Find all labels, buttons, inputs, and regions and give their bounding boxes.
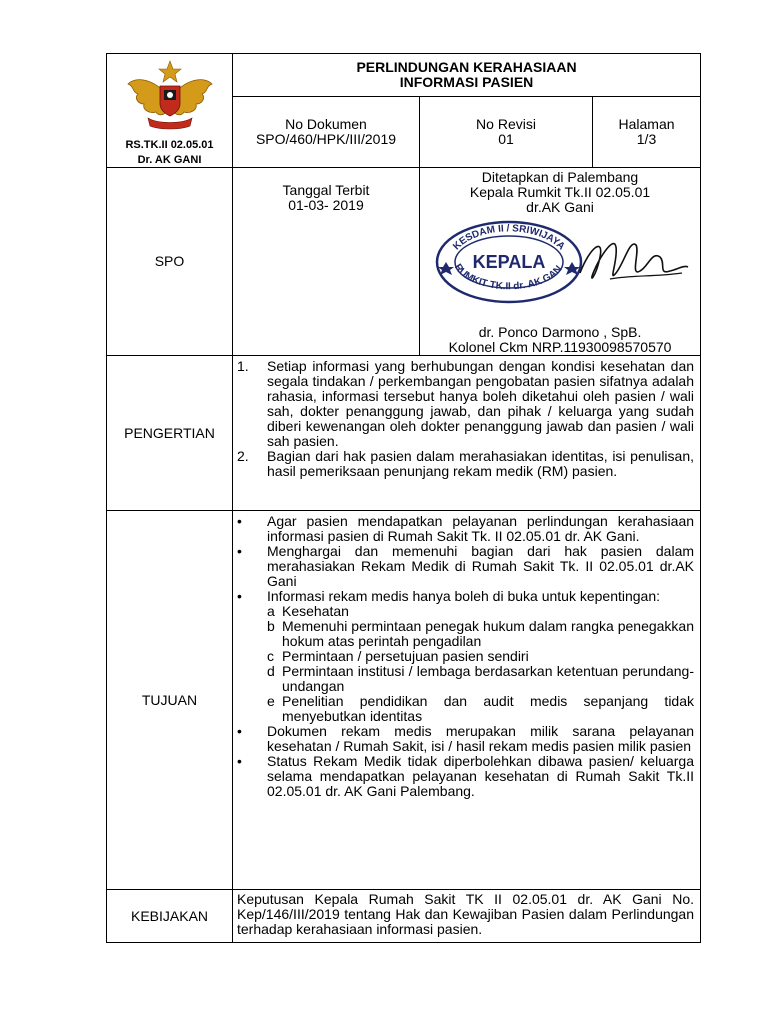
halaman-label: Halaman — [618, 116, 675, 132]
hospital-code: RS.TK.II 02.05.01 — [125, 139, 214, 151]
bullet-icon: • — [237, 723, 242, 739]
tujuan-content — [233, 511, 701, 890]
logo-cell — [107, 54, 233, 168]
list-marker: 1. — [237, 358, 249, 374]
sub-list-marker: a — [267, 603, 275, 619]
list-item — [237, 589, 694, 604]
tanggal-terbit-cell — [233, 168, 420, 356]
document-title-line1: PERLINDUNGAN KERAHASIAAN — [356, 59, 577, 75]
list-text: Bagian dari hak pasien dalam merahasiakan identitas, isi penulisan, hasil pemeriksaan penunjang rekam medik (RM) pasien. — [267, 448, 695, 479]
sub-list-text: Penelitian pendidikan dan audit medis sepanjang tidak menyebutkan identitas — [282, 693, 695, 724]
sub-list-text: Memenuhi permintaan penegak hukum dalam rangka penegakkan hokum atas perintah pengadilan — [282, 618, 695, 649]
bullet-icon: • — [237, 753, 242, 769]
no-revisi-cell — [420, 97, 593, 168]
signature-icon — [570, 227, 690, 297]
official-stamp-icon — [434, 219, 584, 305]
list-text: Informasi rekam medis hanya boleh di buka untuk kepentingan: — [267, 588, 661, 604]
sub-list-text: Permintaan / persetujuan pasien sendiri — [282, 648, 529, 664]
no-dokumen-value: SPO/460/HPK/III/2019 — [255, 131, 397, 147]
sub-list-marker: d — [267, 663, 275, 679]
list-item — [237, 724, 694, 754]
kebijakan-text: Keputusan Kepala Rumah Sakit TK II 02.05.01 dr. AK Gani No. Kep/146/III/2019 tentang Hak dan Kewajiban Pasien dalam Perlindungan terhadap kerahasiaan informasi pasien. — [233, 890, 701, 943]
sub-list-text: Kesehatan — [282, 603, 349, 619]
pengertian-content — [233, 356, 701, 511]
hospital-emblem-icon — [124, 58, 216, 134]
tujuan-label: TUJUAN — [107, 511, 233, 890]
list-item — [237, 544, 694, 589]
list-item — [237, 754, 694, 799]
list-marker: 2. — [237, 448, 249, 464]
stamp-bottom-text: RUMKIT TK.II dr. AK GAN — [451, 262, 565, 293]
stamp-top-text: KESDAM II / SRIWIJAYA — [451, 223, 567, 253]
tanggal-terbit-value: 01-03- 2019 — [288, 197, 364, 213]
ditetapkan-name: dr.AK Gani — [526, 199, 594, 215]
document-title-line2: INFORMASI PASIEN — [399, 74, 534, 90]
signer-name: dr. Ponco Darmono , SpB. — [478, 324, 642, 340]
halaman-cell — [593, 97, 701, 168]
sub-list-item — [267, 694, 694, 724]
ditetapkan-cell — [420, 168, 701, 356]
list-text: Menghargai dan memenuhi bagian dari hak pasien dalam merahasiakan Rekam Medik di Rumah Sakit Tk. II 02.05.01 dr.AK Gani — [267, 543, 695, 589]
list-text: Agar pasien mendapatkan pelayanan perlindungan kerahasiaan informasi pasien di Rumah Sakit Tk. II 02.05.01 dr. AK Gani. — [267, 513, 695, 544]
bullet-icon: • — [237, 543, 242, 559]
spo-document-table — [106, 53, 701, 943]
list-item — [237, 514, 694, 544]
document-title-cell — [233, 54, 701, 97]
signer-rank: Kolonel Ckm NRP.11930098570570 — [448, 339, 672, 355]
no-dokumen-cell — [233, 97, 420, 168]
no-revisi-label: No Revisi — [476, 116, 536, 132]
sub-list-item — [267, 604, 694, 619]
no-revisi-value: 01 — [498, 131, 514, 147]
list-item — [237, 449, 694, 479]
kebijakan-label: KEBIJAKAN — [107, 890, 233, 943]
ditetapkan-position: Kepala Rumkit Tk.II 02.05.01 — [469, 184, 651, 200]
halaman-value: 1/3 — [636, 131, 657, 147]
list-text: Setiap informasi yang berhubungan dengan kondisi kesehatan dan segala tindakan / perkembangan pengobatan pasien sifatnya adalah rahasia, informasi tersebut hanya boleh diketahui oleh pasien / wali sah, dokter penanggung jawab, dan pihak / keluarga yang sudah diberi kewenangan oleh dokter penanggung jawab dan pasien / wali sah pasien. — [267, 358, 695, 449]
sub-list-item — [267, 619, 694, 649]
tanggal-terbit-label: Tanggal Terbit — [282, 182, 370, 198]
sub-list-text: Permintaan institusi / lembaga berdasarkan ketentuan perundang-undangan — [282, 663, 695, 694]
bullet-icon: • — [237, 513, 242, 529]
sub-list-item — [267, 664, 694, 694]
pengertian-label: PENGERTIAN — [107, 356, 233, 511]
list-text: Dokumen rekam medis merupakan milik sarana pelayanan kesehatan / Rumah Sakit, isi / hasil rekam medis pasien milik pasien — [267, 723, 695, 754]
spo-label: SPO — [107, 168, 233, 356]
hospital-name: Dr. AK GANI — [137, 154, 202, 166]
list-item — [237, 359, 694, 449]
list-text: Status Rekam Medik tidak diperbolehkan dibawa pasien/ keluarga selama mendapatkan pelayanan kesehatan di Rumah Sakit Tk.II 02.05.01 dr. AK Gani Palembang. — [267, 753, 695, 799]
stamp-center-text: KEPALA — [472, 252, 546, 272]
sub-list-marker: c — [267, 648, 274, 664]
sub-list-item — [267, 649, 694, 664]
no-dokumen-label: No Dokumen — [285, 116, 367, 132]
bullet-icon: • — [237, 588, 242, 604]
stamp-signature-area — [420, 215, 700, 325]
ditetapkan-place: Ditetapkan di Palembang — [481, 169, 639, 185]
sub-list-marker: b — [267, 618, 275, 634]
sub-list-marker: e — [267, 693, 275, 709]
